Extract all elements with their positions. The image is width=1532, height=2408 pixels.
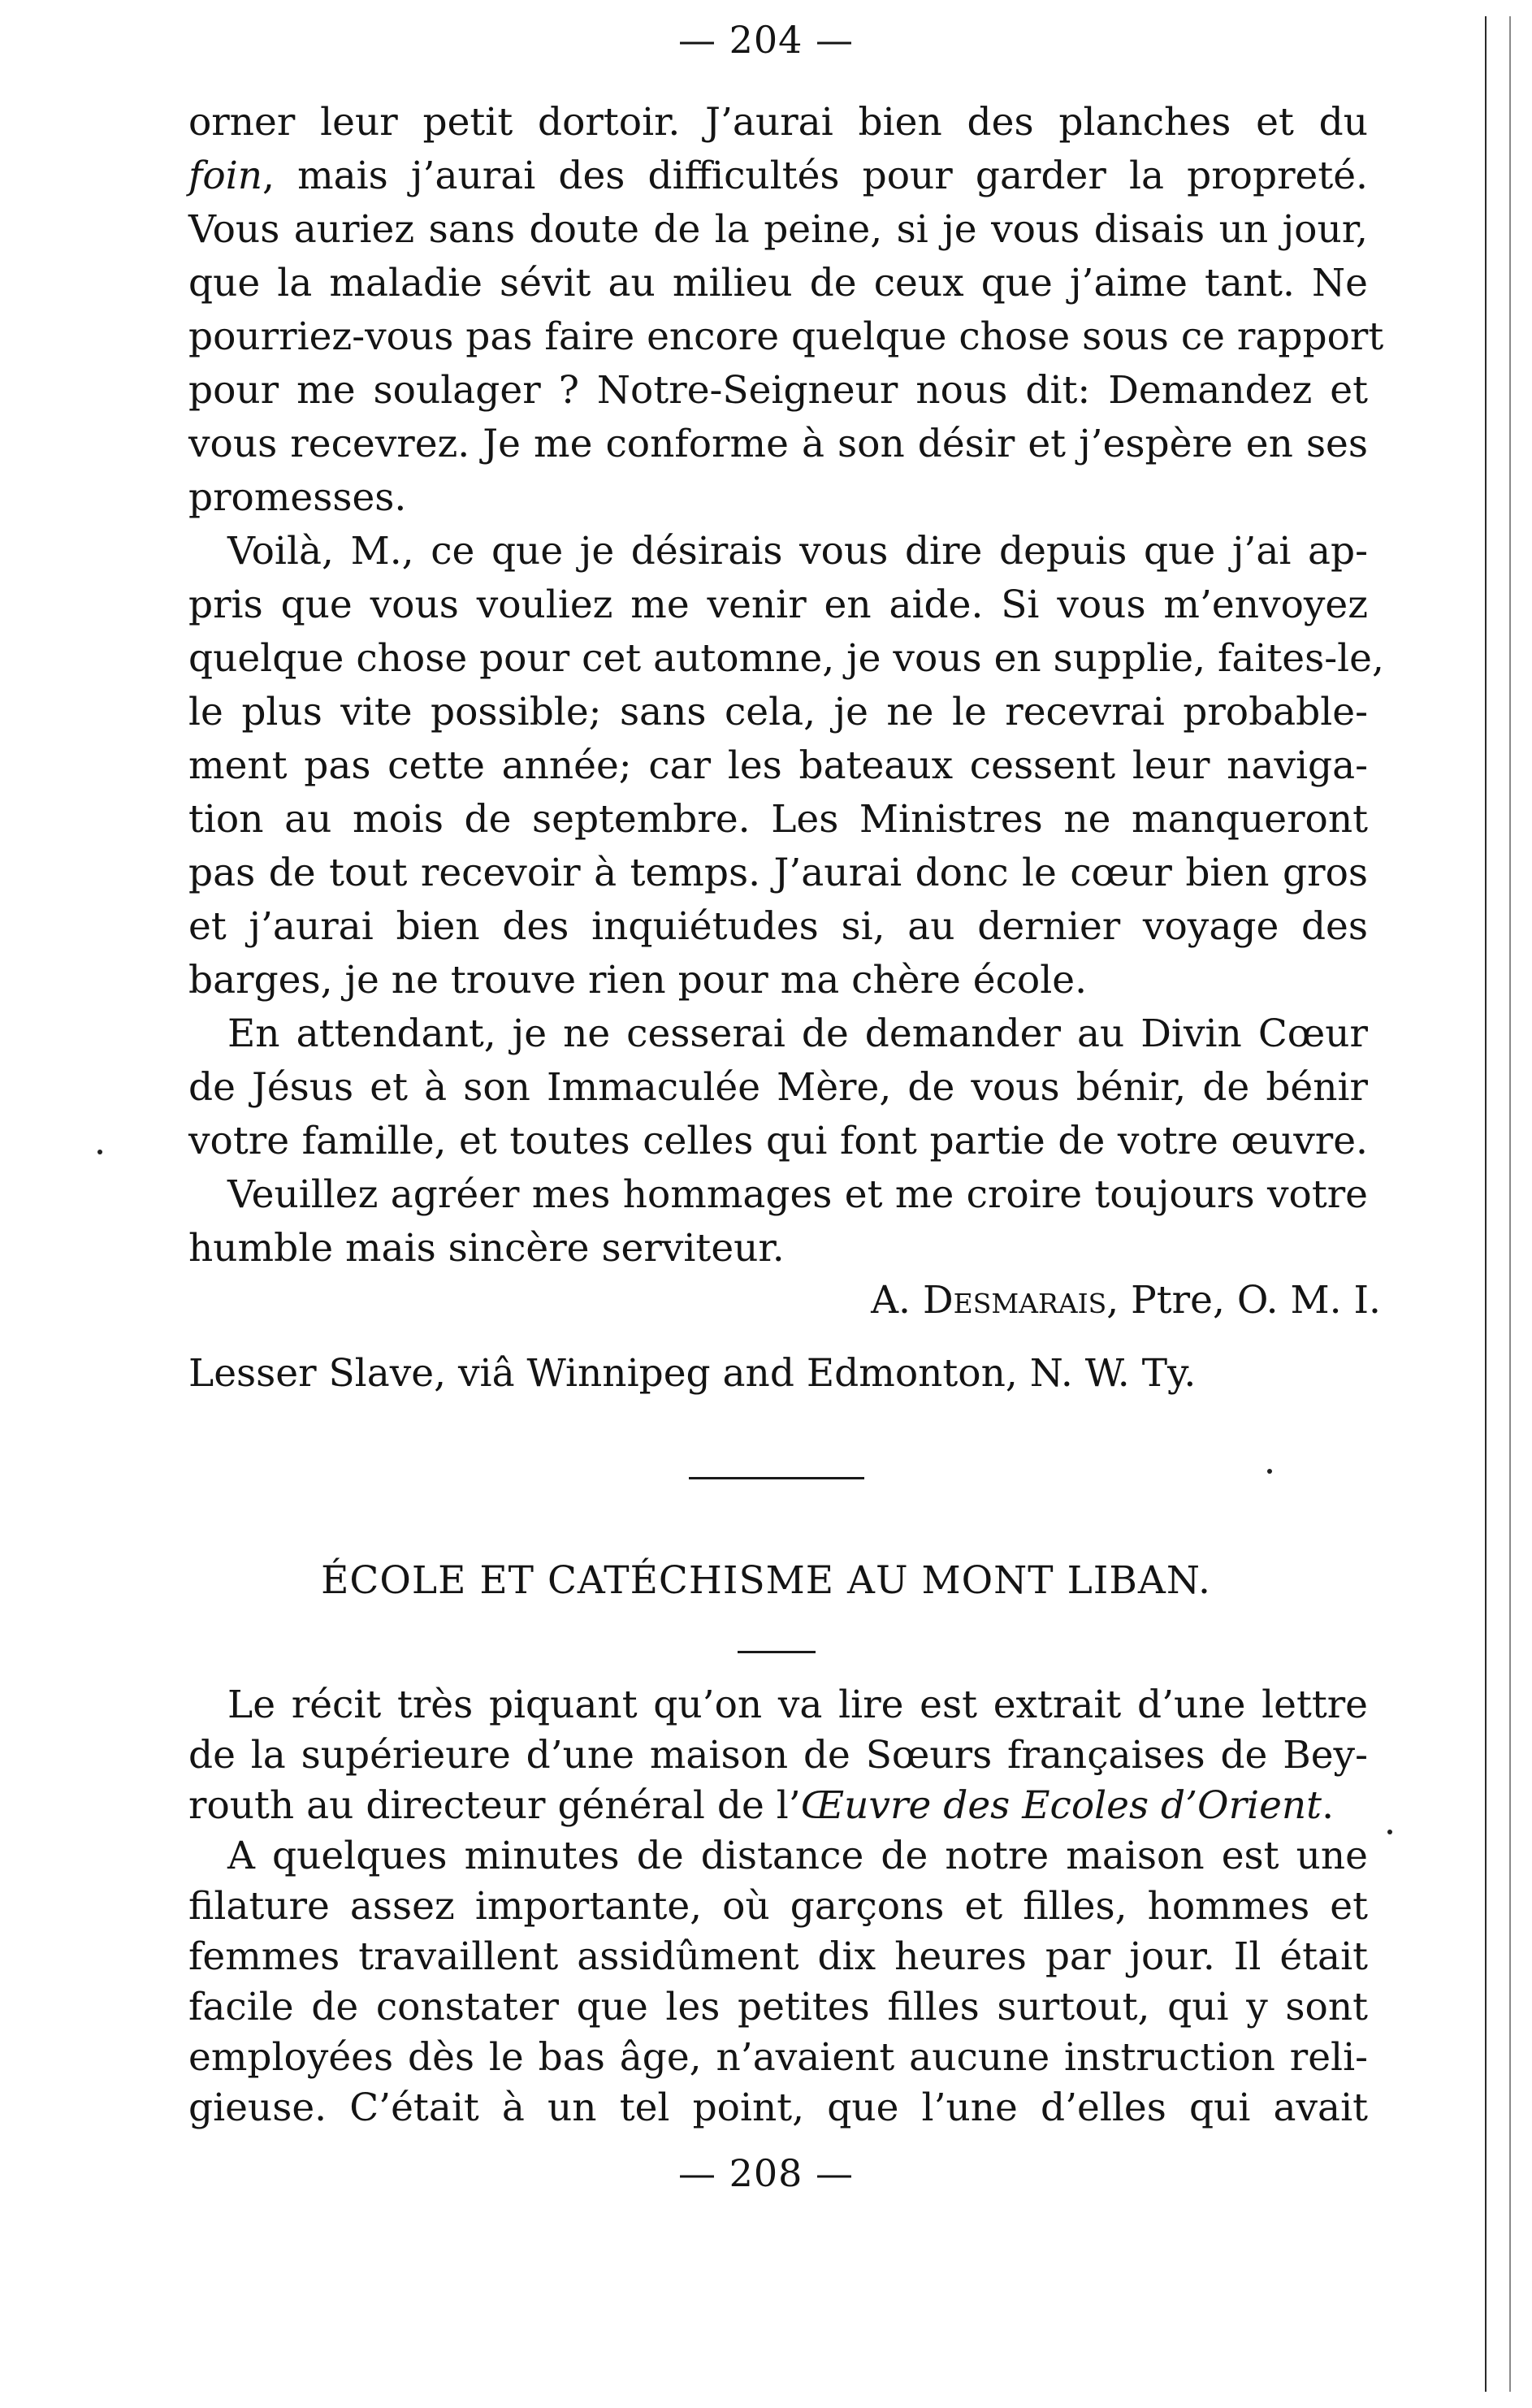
text-line: que la maladie sévit au milieu de ceux que j’aime tant. Ne: [188, 261, 1368, 305]
scan-speck: [1267, 1469, 1272, 1474]
letter-body: [188, 96, 1384, 1275]
text-line: tion au mois de septembre. Les Ministres ne manqueront: [188, 797, 1368, 842]
page-number-header: — 204 —: [677, 18, 855, 62]
text-line: pour me soulager ? Notre-Seigneur nous dit: Demandez et: [188, 368, 1368, 413]
text-line: quelque chose pour cet automne, je vous en supplie, faites-le,: [188, 636, 1384, 681]
italic-title: Œuvre des Ecoles d’Orient: [800, 1783, 1322, 1828]
italic-word: foin: [188, 154, 262, 198]
text-line: de la supérieure d’une maison de Sœurs françaises de Bey-: [188, 1733, 1368, 1778]
sender-address: Lesser Slave, viâ Winnipeg and Edmonton, N. W. Ty.: [188, 1351, 1197, 1396]
paragraph-start-line: Le récit très piquant qu’on va lire est extrait d’une lettre: [227, 1683, 1368, 1727]
section-body: [188, 1680, 1368, 2133]
text-line: votre famille, et toutes celles qui font partie de votre œuvre.: [188, 1119, 1368, 1163]
text-line: employées dès le bas âge, n’avaient aucune instruction reli-: [188, 2035, 1368, 2080]
scan-margin-edge: [1509, 16, 1511, 2392]
text-line: pas de tout recevoir à temps. J’aurai donc le cœur bien gros: [188, 851, 1368, 895]
scan-speck: [1387, 1830, 1392, 1834]
text-line: de Jésus et à son Immaculée Mère, de vous bénir, de bénir: [188, 1065, 1368, 1110]
text-line: [188, 149, 1368, 203]
text-line: ment pas cette année; car les bateaux cessent leur naviga-: [188, 743, 1368, 788]
text-line: pris que vous vouliez me venir en aide. Si vous m’envoyez: [188, 583, 1368, 627]
text-line: facile de constater que les petites filles surtout, qui y sont: [188, 1985, 1368, 2029]
text-fragment: , mais j’aurai des difficultés pour garder la propreté.: [262, 154, 1368, 198]
section-divider: [689, 1477, 864, 1479]
paragraph-start-line: Veuillez agréer mes hommages et me croire toujours votre: [227, 1172, 1368, 1217]
signature: [871, 1274, 1381, 1327]
text-line: le plus vite possible; sans cela, je ne le recevrai probable-: [188, 690, 1368, 734]
text-line: filature assez importante, où garçons et filles, hommes et: [188, 1884, 1368, 1929]
title-underline: [738, 1651, 816, 1653]
text-line: orner leur petit dortoir. J’aurai bien des planches et du: [188, 100, 1368, 145]
text-fragment: routh au directeur général de l’: [188, 1783, 801, 1828]
signature-initial: A.: [871, 1278, 923, 1323]
signature-title: , Ptre, O. M. I.: [1106, 1278, 1381, 1323]
text-line: barges, je ne trouve rien pour ma chère école.: [188, 958, 1088, 1003]
text-line: [188, 1781, 1368, 1831]
text-line: promesses.: [188, 475, 407, 520]
text-line: pourriez-vous pas faire encore quelque chose sous ce rapport: [188, 314, 1384, 359]
section-title: ÉCOLE ET CATÉCHISME AU MONT LIBAN.: [321, 1558, 1211, 1603]
signature-name: Desmarais: [922, 1278, 1107, 1323]
paragraph-start-line: En attendant, je ne cesserai de demander au Divin Cœur: [227, 1011, 1368, 1056]
scan-margin-edge: [1485, 16, 1487, 2392]
text-line: Vous auriez sans doute de la peine, si je vous disais un jour,: [188, 207, 1368, 252]
text-line: vous recevrez. Je me conforme à son désir et j’espère en ses: [188, 422, 1368, 466]
paragraph-start-line: A quelques minutes de distance de notre maison est une: [227, 1834, 1368, 1878]
page-number-footer: — 208 —: [677, 2151, 855, 2195]
scan-speck: [97, 1150, 102, 1154]
text-line: et j’aurai bien des inquiétudes si, au dernier voyage des: [188, 904, 1368, 949]
text-line: femmes travaillent assidûment dix heures par jour. Il était: [188, 1934, 1368, 1979]
text-fragment: .: [1322, 1783, 1335, 1828]
text-line: gieuse. C’était à un tel point, que l’une d’elles qui avait: [188, 2085, 1368, 2130]
paragraph-start-line: Voilà, M., ce que je désirais vous dire depuis que j’ai ap-: [227, 529, 1368, 574]
text-line: humble mais sincère serviteur.: [188, 1226, 785, 1271]
